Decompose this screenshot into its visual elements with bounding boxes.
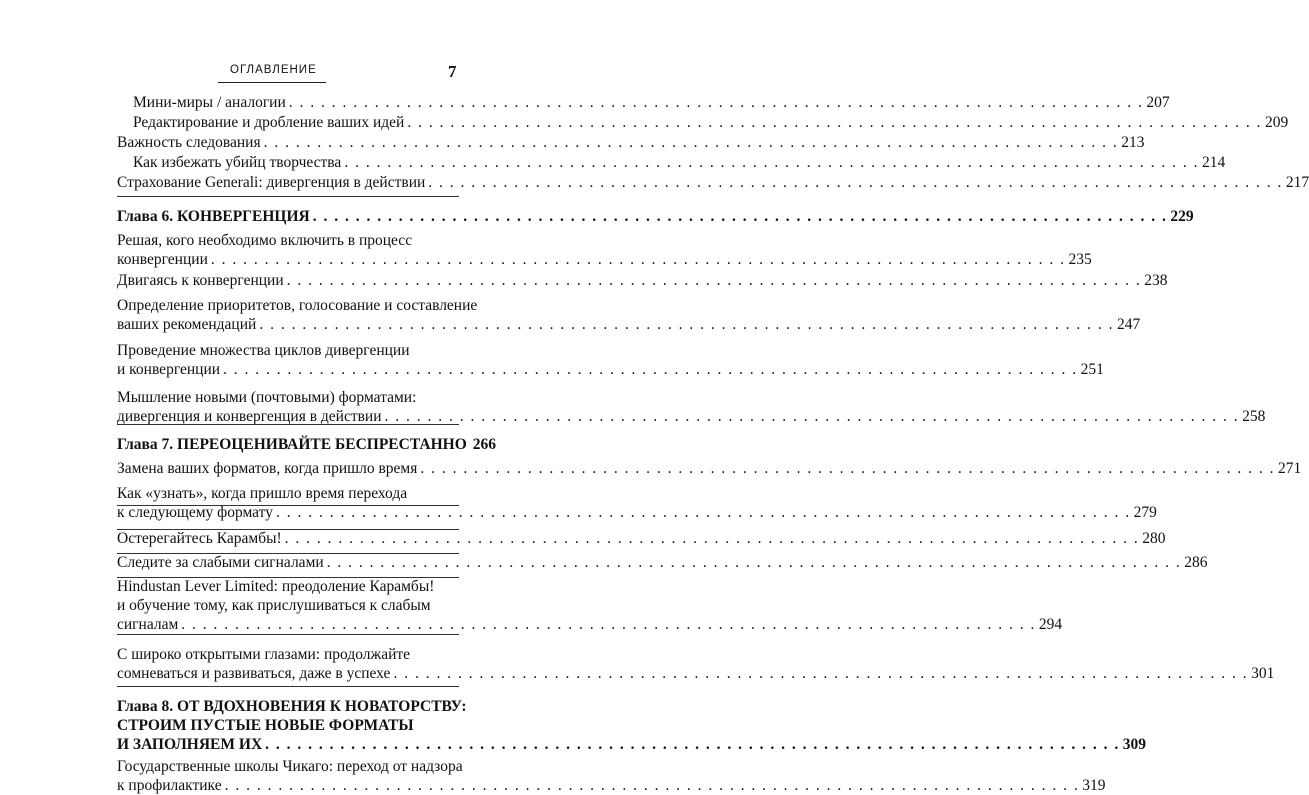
toc-chapter-entry bbox=[117, 435, 496, 454]
dot-leader: . . . . . . . . . . . . . . . . . . . . . . . . . . . . . . . . . . . . . . . . . . . . . . . . . . . . . . . . . . . . . . . . . . . . . . . . . . . . . . . . bbox=[265, 736, 1120, 753]
dot-leader: . . . . . . . . . . . . . . . . . . . . . . . . . . . . . . . . . . . . . . . . . . . . . . . . . . . . . . . . . . . . . . . . . . . . . . . . . . . . . . . . bbox=[407, 114, 1262, 131]
toc-entry bbox=[117, 133, 1145, 152]
dot-leader: . . . . . . . . . . . . . . . . . . . . . . . . . . . . . . . . . . . . . . . . . . . . . . . . . . . . . . . . . . . . . . . . . . . . . . . . . . . . . . . . bbox=[263, 134, 1119, 151]
toc-page-number: 229 bbox=[1170, 208, 1194, 225]
toc-entry-title: сомневаться и развиваться, даже в успехе bbox=[117, 665, 391, 682]
toc-page-number: 235 bbox=[1068, 251, 1092, 268]
running-header bbox=[0, 62, 600, 82]
toc-entry-line bbox=[117, 459, 1302, 478]
toc-entry bbox=[117, 757, 1106, 795]
toc-entry bbox=[117, 341, 1104, 379]
dot-leader: . . . . . . . . . . . . . . . . . . . . . . . . . . . . . . . . . . . . . . . . . . . . . . . . . . . . . . . . . . . . . . . . . . . . . . . . . . . . . . . . bbox=[288, 94, 1144, 111]
toc-entry-title: Глава 7. ПЕРЕОЦЕНИВАЙТЕ БЕСПРЕСТАННО bbox=[117, 436, 467, 453]
toc-page-number: 251 bbox=[1080, 361, 1104, 378]
toc-entry bbox=[117, 271, 1168, 290]
toc-entry-title: С широко открытыми глазами: продолжайте bbox=[117, 646, 411, 663]
toc-page-number: 294 bbox=[1038, 616, 1063, 633]
toc-page-number: 286 bbox=[1184, 554, 1208, 571]
toc-entry-line bbox=[117, 341, 459, 360]
dot-leader: . . . . . . . . . . . . . . . . . . . . . . . . . . . . . . . . . . . . . . . . . . . . . . . . . . . . . . . . . . . . . . . . . . . . . . . . . . . . . . . . bbox=[312, 208, 1168, 225]
toc-entry-line bbox=[117, 577, 459, 596]
toc-entry-line bbox=[117, 271, 1168, 290]
toc-page-number: 213 bbox=[1121, 134, 1145, 151]
toc-entry bbox=[117, 484, 1157, 522]
toc-entry-line bbox=[133, 93, 1170, 112]
toc-entry-line bbox=[117, 596, 459, 615]
toc-entry-line bbox=[117, 231, 459, 250]
toc-entry bbox=[117, 231, 1092, 269]
toc-entry bbox=[133, 93, 1170, 112]
dot-leader: . . . . . . . . . . . . . . . . . . . . . . . . . . . . . . . . . . . . . . . . . . . . . . . . . . . . . . . . . . . . . . . . . . . . . . . . . . . . . . . . bbox=[223, 361, 1078, 378]
toc-entry-title: Hindustan Lever Limited: преодоление Карамбы! bbox=[117, 578, 435, 595]
toc-entry-title: Государственные школы Чикаго: переход от надзора bbox=[117, 758, 463, 775]
toc-entry-title: Редактирование и дробление ваших идей bbox=[133, 114, 405, 131]
toc-entry-line bbox=[117, 553, 1208, 572]
dot-leader: . . . . . . . . . . . . . . . . . . . . . . . . . . . . . . . . . . . . . . . . . . . . . . . . . . . . . . . . . . . . . . . . . . . . . . . . . . . . . . . . bbox=[420, 460, 1275, 477]
running-title: ОГЛАВЛЕНИЕ bbox=[230, 64, 317, 76]
header-rule bbox=[218, 82, 326, 83]
dot-leader: . . . . . . . . . . . . . . . . . . . . . . . . . . . . . . . . . . . . . . . . . . . . . . . . . . . . . . . . . . . . . . . . . . . . . . . . . . . . . . . . bbox=[344, 154, 1199, 171]
toc-page-number: 209 bbox=[1264, 114, 1289, 131]
toc-page-number: 266 bbox=[472, 436, 496, 453]
toc-entry-title: Следите за слабыми сигналами bbox=[117, 554, 324, 571]
toc-entry-line bbox=[117, 697, 467, 716]
toc-entry-title: Замена ваших форматов, когда пришло время bbox=[117, 460, 418, 477]
toc-page-number: 319 bbox=[1082, 777, 1106, 794]
toc-entry-title: Глава 8. ОТ ВДОХНОВЕНИЯ К НОВАТОРСТВУ: bbox=[117, 698, 467, 715]
toc-entry-line bbox=[117, 735, 1147, 754]
toc-entry bbox=[117, 459, 1302, 478]
dot-leader: . . . . . . . . . . . . . . . . . . . . . . . . . . . . . . . . . . . . . . . . . . . . . . . . . . . . . . . . . . . . . . . . . . . . . . . . . . . . . . . . bbox=[224, 777, 1080, 794]
section-rule bbox=[117, 553, 459, 554]
dot-leader: . . . . . . . . . . . . . . . . . . . . . . . . . . . . . . . . . . . . . . . . . . . . . . . . . . . . . . . . . . . . . . . . . . . . . . . . . . . . . . . . bbox=[259, 316, 1114, 333]
dot-leader: . . . . . . . . . . . . . . . . . . . . . . . . . . . . . . . . . . . . . . . . . . . . . . . . . . . . . . . . . . . . . . . . . . . . . . . . . . . . . . . . bbox=[384, 408, 1240, 425]
toc-entry-title: СТРОИМ ПУСТЫЕ НОВЫЕ ФОРМАТЫ bbox=[117, 717, 414, 734]
toc-entry-line bbox=[133, 153, 1226, 172]
dot-leader: . . . . . . . . . . . . . . . . . . . . . . . . . . . . . . . . . . . . . . . . . . . . . . . . . . . . . . . . . . . . . . . . . . . . . . . . . . . . . . . . bbox=[393, 665, 1249, 682]
toc-entry-title: Определение приоритетов, голосование и составление bbox=[117, 297, 478, 314]
toc-entry-title: Глава 6. КОНВЕРГЕНЦИЯ bbox=[117, 208, 310, 225]
toc-entry-title: Как избежать убийц творчества bbox=[133, 154, 342, 171]
section-rule bbox=[117, 529, 459, 530]
dot-leader: . . . . . . . . . . . . . . . . . . . . . . . . . . . . . . . . . . . . . . . . . . . . . . . . . . . . . . . . . . . . . . . . . . . . . . . . . . . . . . . . bbox=[210, 251, 1066, 268]
dot-leader: . . . . . . . . . . . . . . . . . . . . . . . . . . . . . . . . . . . . . . . . . . . . . . . . . . . . . . . . . . . . . . . . . . . . . . . . . . . . . . . . bbox=[275, 504, 1131, 521]
toc-entry-title: и конвергенции bbox=[117, 361, 221, 378]
toc-entry-title: конвергенции bbox=[117, 251, 208, 268]
toc-entry-line bbox=[117, 296, 478, 315]
toc-page-number: 258 bbox=[1242, 408, 1266, 425]
toc-entry bbox=[117, 645, 1275, 683]
section-rule bbox=[117, 577, 459, 578]
toc-entry bbox=[133, 113, 1289, 132]
toc-chapter-entry bbox=[117, 207, 1194, 226]
toc-entry-line bbox=[117, 615, 1063, 634]
toc-page-number: 214 bbox=[1201, 154, 1226, 171]
toc-page-number: 301 bbox=[1251, 665, 1275, 682]
dot-leader: . . . . . . . . . . . . . . . . . . . . . . . . . . . . . . . . . . . . . . . . . . . . . . . . . . . . . . . . . . . . . . . . . . . . . . . . . . . . . . . . bbox=[284, 530, 1140, 547]
toc-entry-title: к профилактике bbox=[117, 777, 222, 794]
toc-entry-title: Страхование Generali: дивергенция в действии bbox=[117, 174, 426, 191]
toc-entry bbox=[117, 553, 1208, 572]
toc-page-number: 280 bbox=[1142, 530, 1166, 547]
toc-page-number: 207 bbox=[1146, 94, 1170, 111]
section-rule bbox=[117, 505, 459, 506]
toc-entry-title: Мышление новыми (почтовыми) форматами: bbox=[117, 389, 417, 406]
toc-entry-line bbox=[117, 435, 496, 454]
section-rule bbox=[117, 686, 459, 687]
toc-entry-line bbox=[117, 360, 1104, 379]
toc-entry-title: Решая, кого необходимо включить в процесс bbox=[117, 232, 413, 249]
toc-entry-line bbox=[117, 529, 1166, 548]
toc-page-number: 309 bbox=[1122, 736, 1147, 753]
toc-entry-title: ваших рекомендаций bbox=[117, 316, 257, 333]
toc-entry-title: к следующему формату bbox=[117, 504, 273, 521]
toc-entry-line bbox=[117, 315, 1141, 334]
toc-entry-line bbox=[117, 207, 1194, 226]
toc-entry-line bbox=[117, 388, 459, 407]
toc-page-number: 279 bbox=[1133, 504, 1157, 521]
toc-entry-title: Как «узнать», когда пришло время перехода bbox=[117, 485, 408, 502]
toc-entry-title: Остерегайтесь Карамбы! bbox=[117, 530, 282, 547]
toc-entry bbox=[117, 388, 1266, 426]
toc-entry-line bbox=[117, 645, 459, 664]
toc-entry-title: И ЗАПОЛНЯЕМ ИХ bbox=[117, 736, 263, 753]
toc-entry-line bbox=[117, 664, 1275, 683]
section-rule bbox=[117, 196, 459, 197]
toc-entry-line bbox=[117, 757, 463, 776]
toc-entry-line bbox=[117, 173, 1309, 192]
section-rule bbox=[117, 634, 459, 635]
toc-entry bbox=[117, 529, 1166, 548]
toc-entry-line bbox=[117, 716, 459, 735]
toc-entry-title: и обучение тому, как прислушиваться к слабым bbox=[117, 597, 431, 614]
toc-entry bbox=[117, 577, 1063, 634]
page-number: 7 bbox=[448, 62, 457, 81]
toc-page-number: 238 bbox=[1144, 272, 1168, 289]
toc-entry bbox=[117, 173, 1309, 192]
toc-chapter-entry bbox=[117, 697, 1147, 754]
dot-leader: . . . . . . . . . . . . . . . . . . . . . . . . . . . . . . . . . . . . . . . . . . . . . . . . . . . . . . . . . . . . . . . . . . . . . . . . . . . . . . . . bbox=[326, 554, 1182, 571]
toc-entry-line bbox=[117, 484, 459, 503]
toc-entry-title: сигналам bbox=[117, 616, 179, 633]
toc-entry-title: Двигаясь к конвергенции bbox=[117, 272, 284, 289]
toc-entry-title: Проведение множества циклов дивергенции bbox=[117, 342, 410, 359]
toc-entry-line bbox=[133, 113, 1289, 132]
toc-page-number: 247 bbox=[1116, 316, 1141, 333]
toc-page-number: 217 bbox=[1285, 174, 1309, 191]
toc-entry bbox=[117, 296, 1141, 334]
dot-leader: . . . . . . . . . . . . . . . . . . . . . . . . . . . . . . . . . . . . . . . . . . . . . . . . . . . . . . . . . . . . . . . . . . . . . . . . . . . . . . . . bbox=[286, 272, 1142, 289]
toc-page-number: 271 bbox=[1277, 460, 1302, 477]
toc-entry-title: Важность следования bbox=[117, 134, 261, 151]
toc-entry bbox=[133, 153, 1226, 172]
dot-leader: . . . . . . . . . . . . . . . . . . . . . . . . . . . . . . . . . . . . . . . . . . . . . . . . . . . . . . . . . . . . . . . . . . . . . . . . . . . . . . . . bbox=[428, 174, 1283, 191]
dot-leader: . . . . . . . . . . . . . . . . . . . . . . . . . . . . . . . . . . . . . . . . . . . . . . . . . . . . . . . . . . . . . . . . . . . . . . . . . . . . . . . . bbox=[181, 616, 1036, 633]
toc-entry-title: дивергенция и конвергенция в действии bbox=[117, 408, 382, 425]
toc-entry-title: Мини-миры / аналогии bbox=[133, 94, 286, 111]
toc-entry-line bbox=[117, 776, 1106, 795]
toc-entry-line bbox=[117, 250, 1092, 269]
toc-entry-line bbox=[117, 133, 1145, 152]
section-rule bbox=[117, 424, 459, 425]
